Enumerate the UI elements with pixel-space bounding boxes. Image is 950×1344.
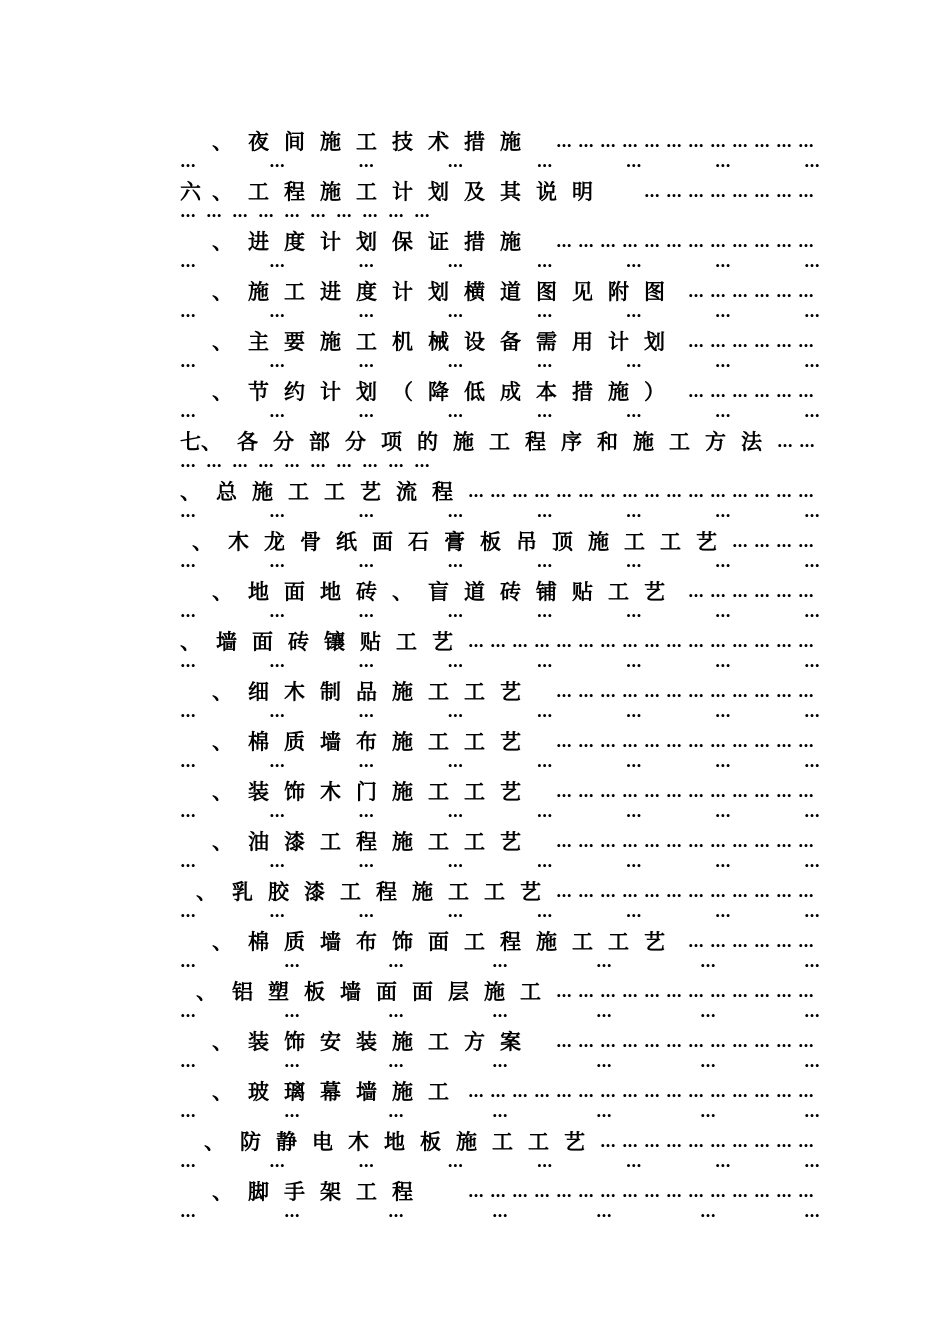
toc-dot-leader: ……………… xyxy=(688,931,820,951)
toc-entry-line xyxy=(180,428,820,454)
toc-dot-leader-segment: … xyxy=(447,1152,464,1171)
toc-dot-leader-segment: … xyxy=(714,1152,731,1171)
toc-dot-leader: ……………… xyxy=(688,331,820,351)
toc-entry-title: 、棉质墙布施工工艺 xyxy=(212,729,536,754)
toc-dot-leader-segment: … xyxy=(388,1202,404,1221)
toc-entry-line xyxy=(180,1078,820,1104)
toc-dot-leader-segment: … xyxy=(180,902,196,921)
toc-dot-leader-segment: … xyxy=(492,1052,508,1071)
toc-dot-leader-segment: … xyxy=(625,902,642,921)
toc-entry-line xyxy=(180,928,820,954)
toc-entry[interactable] xyxy=(180,1070,820,1120)
toc-dot-leader-segment: … xyxy=(492,1002,508,1021)
toc-dot-leader-segment: … xyxy=(536,1152,553,1171)
toc-entry-title: 、铝塑板墙面面层施工 xyxy=(196,979,556,1004)
toc-dot-leader-segment: … xyxy=(447,552,464,571)
toc-dot-leader-segment: … xyxy=(492,952,508,971)
toc-dot-leader-segment: … xyxy=(447,402,464,421)
toc-dot-leader-segment: … xyxy=(358,302,375,321)
toc-dot-leader: …… xyxy=(777,431,821,451)
toc-dot-leader-segment: … xyxy=(625,302,642,321)
toc-entry-title: 、油漆工程施工工艺 xyxy=(212,829,536,854)
toc-dot-leader-segment: … xyxy=(536,252,553,271)
toc-dot-leader-segment: … xyxy=(284,452,300,471)
toc-dot-leader-segment: … xyxy=(492,1202,508,1221)
toc-dot-leader: ……………………………… xyxy=(556,681,820,701)
toc-dot-leader-segment: … xyxy=(447,802,464,821)
toc-dot-leader-segment: … xyxy=(714,552,731,571)
toc-entry-title: 、各分部分项的施工程序和施工方法 xyxy=(201,429,777,454)
toc-entry-number: 七 xyxy=(180,429,201,454)
toc-entry-line xyxy=(180,1028,820,1054)
toc-dot-leader-segment: … xyxy=(625,752,642,771)
toc-dot-leader-segment: … xyxy=(625,352,642,371)
toc-dot-leader-segment: … xyxy=(388,1002,404,1021)
toc-dot-leader-segment: … xyxy=(803,652,820,671)
toc-dot-leader-segment: … xyxy=(180,952,196,971)
toc-dot-leader-segment: … xyxy=(180,1202,196,1221)
toc-dot-leader-segment: … xyxy=(284,1002,300,1021)
toc-dot-leader-continuation xyxy=(180,852,820,870)
toc-dot-leader: ………………………………………… xyxy=(468,631,820,651)
toc-dot-leader-segment: … xyxy=(284,952,300,971)
toc-dot-leader-segment: … xyxy=(803,252,820,271)
toc-dot-leader-segment: … xyxy=(714,802,731,821)
toc-dot-leader-segment: … xyxy=(447,702,464,721)
toc-dot-leader-segment: … xyxy=(269,152,286,171)
toc-dot-leader-segment: … xyxy=(180,1002,196,1021)
toc-dot-leader-segment: … xyxy=(180,1102,196,1121)
toc-dot-leader-segment: … xyxy=(536,852,553,871)
toc-dot-leader-segment: … xyxy=(803,302,820,321)
toc-dot-leader-segment: … xyxy=(714,302,731,321)
toc-dot-leader-segment: … xyxy=(269,552,286,571)
toc-dot-leader-segment: … xyxy=(180,852,196,871)
toc-dot-leader-segment: … xyxy=(362,452,378,471)
toc-dot-leader-segment: … xyxy=(388,1102,404,1121)
toc-dot-leader-segment: … xyxy=(625,852,642,871)
toc-dot-leader: ………………………………………… xyxy=(468,1081,820,1101)
toc-dot-leader-continuation xyxy=(180,652,820,670)
toc-dot-leader-segment: … xyxy=(180,752,196,771)
toc-dot-leader-segment: … xyxy=(447,302,464,321)
toc-dot-leader-segment: … xyxy=(414,452,430,471)
toc-dot-leader-segment: … xyxy=(536,702,553,721)
toc-entry-title: 、地面地砖、盲道砖铺贴工艺 xyxy=(212,579,680,604)
toc-entry-title: 、防静电木地板施工工艺 xyxy=(204,1129,600,1154)
toc-dot-leader: ………………………… xyxy=(600,1131,820,1151)
toc-dot-leader-segment: … xyxy=(625,252,642,271)
toc-dot-leader-continuation xyxy=(180,552,820,570)
toc-dot-leader: ……………… xyxy=(688,381,820,401)
toc-dot-leader-segment: … xyxy=(358,352,375,371)
toc-dot-leader-segment: … xyxy=(310,202,326,221)
toc-entry-title: 、施工进度计划横道图见附图 xyxy=(212,279,680,304)
toc-dot-leader-continuation xyxy=(180,502,820,520)
toc-dot-leader-segment: … xyxy=(714,152,731,171)
toc-entry[interactable] xyxy=(180,170,820,220)
toc-dot-leader: ………… xyxy=(732,531,820,551)
toc-entry-line xyxy=(180,828,820,854)
toc-entry-title: 、脚手架工程 xyxy=(212,1179,428,1204)
toc-dot-leader-segment: … xyxy=(358,252,375,271)
toc-dot-leader-segment: … xyxy=(447,602,464,621)
toc-dot-leader: ………………………………………… xyxy=(468,1181,820,1201)
toc-dot-leader-segment: … xyxy=(625,552,642,571)
toc-dot-leader-segment: … xyxy=(803,602,820,621)
toc-dot-leader-segment: … xyxy=(180,552,196,571)
toc-dot-leader-segment: … xyxy=(714,602,731,621)
toc-entry[interactable] xyxy=(180,520,820,570)
toc-dot-leader-segment: … xyxy=(536,352,553,371)
toc-dot-leader-segment: … xyxy=(388,452,404,471)
toc-dot-leader-segment: … xyxy=(447,652,464,671)
toc-dot-leader-segment: … xyxy=(180,802,196,821)
toc-dot-leader-continuation xyxy=(180,702,820,720)
toc-entry-line xyxy=(180,478,820,504)
toc-dot-leader-segment: … xyxy=(714,402,731,421)
toc-dot-leader-segment: … xyxy=(714,502,731,521)
toc-entry[interactable] xyxy=(180,420,820,470)
toc-entry-title: 、棉质墙布饰面工程施工工艺 xyxy=(212,929,680,954)
toc-dot-leader-segment: … xyxy=(258,202,274,221)
toc-entry[interactable] xyxy=(180,620,820,670)
toc-entry-title: 、装饰木门施工工艺 xyxy=(212,779,536,804)
toc-dot-leader-segment: … xyxy=(180,502,196,521)
toc-dot-leader-continuation xyxy=(180,152,820,170)
toc-entry[interactable] xyxy=(180,920,820,970)
toc-dot-leader-continuation xyxy=(180,252,820,270)
toc-dot-leader-segment: … xyxy=(536,152,553,171)
toc-dot-leader-segment: … xyxy=(269,802,286,821)
toc-dot-leader-segment: … xyxy=(804,1102,820,1121)
toc-dot-leader-segment: … xyxy=(625,152,642,171)
toc-dot-leader: ……………………………… xyxy=(556,781,820,801)
toc-dot-leader-segment: … xyxy=(803,552,820,571)
toc-dot-leader-segment: … xyxy=(625,402,642,421)
toc-dot-leader-segment: … xyxy=(180,302,196,321)
toc-dot-leader-segment: … xyxy=(803,802,820,821)
toc-dot-leader-segment: … xyxy=(536,802,553,821)
toc-dot-leader-segment: … xyxy=(803,352,820,371)
toc-dot-leader-segment: … xyxy=(625,802,642,821)
toc-dot-leader: ……………………………… xyxy=(556,231,820,251)
toc-dot-leader-continuation xyxy=(180,1202,820,1220)
toc-dot-leader-segment: … xyxy=(358,802,375,821)
toc-dot-leader-segment: … xyxy=(180,602,196,621)
toc-dot-leader-segment: … xyxy=(284,202,300,221)
toc-dot-leader-segment: … xyxy=(269,902,286,921)
toc-entry-title: 、主要施工机械设备需用计划 xyxy=(212,329,680,354)
toc-entry-title: 、木龙骨纸面石膏板吊顶施工工艺 xyxy=(192,529,732,554)
toc-dot-leader-segment: … xyxy=(269,1152,286,1171)
toc-dot-leader-segment: … xyxy=(447,152,464,171)
toc-dot-leader-segment: … xyxy=(700,1102,716,1121)
toc-dot-leader-segment: … xyxy=(492,1102,508,1121)
toc-dot-leader-segment: … xyxy=(536,652,553,671)
toc-dot-leader-segment: … xyxy=(269,752,286,771)
toc-dot-leader-continuation xyxy=(180,452,820,470)
toc-dot-leader-segment: … xyxy=(358,602,375,621)
toc-dot-leader-continuation xyxy=(180,802,820,820)
toc-dot-leader-segment: … xyxy=(180,152,196,171)
toc-entry-line xyxy=(180,778,820,804)
toc-dot-leader-segment: … xyxy=(447,902,464,921)
toc-dot-leader-segment: … xyxy=(447,352,464,371)
toc-entry-line xyxy=(180,628,820,654)
toc-dot-leader-segment: … xyxy=(269,302,286,321)
toc-dot-leader-segment: … xyxy=(358,152,375,171)
toc-dot-leader-segment: … xyxy=(206,452,222,471)
toc-dot-leader-segment: … xyxy=(625,502,642,521)
toc-dot-leader-continuation xyxy=(180,602,820,620)
toc-entry-title: 、装饰安装施工方案 xyxy=(212,1029,536,1054)
toc-entry-title: 、墙面砖镶贴工艺 xyxy=(180,629,468,654)
toc-entry-line xyxy=(180,1178,820,1204)
toc-dot-leader-segment: … xyxy=(804,1052,820,1071)
toc-dot-leader-segment: … xyxy=(269,502,286,521)
toc-dot-leader-segment: … xyxy=(714,252,731,271)
toc-dot-leader-segment: … xyxy=(358,902,375,921)
toc-entry-line xyxy=(180,378,820,404)
toc-dot-leader-continuation xyxy=(180,902,820,920)
toc-dot-leader: ……………… xyxy=(688,581,820,601)
toc-dot-leader-segment: … xyxy=(803,852,820,871)
toc-entry-title: 、节约计划（降低成本措施） xyxy=(212,379,680,404)
toc-entry[interactable] xyxy=(180,870,820,920)
toc-dot-leader-segment: … xyxy=(536,302,553,321)
toc-dot-leader-segment: … xyxy=(536,552,553,571)
toc-dot-leader-segment: … xyxy=(625,602,642,621)
toc-dot-leader-segment: … xyxy=(180,252,196,271)
toc-dot-leader-segment: … xyxy=(358,552,375,571)
toc-dot-leader-segment: … xyxy=(536,752,553,771)
toc-entry-line xyxy=(180,678,820,704)
toc-entry[interactable] xyxy=(180,670,820,720)
toc-dot-leader: ……………………………… xyxy=(556,131,820,151)
toc-entry-title: 、乳胶漆工程施工工艺 xyxy=(196,879,556,904)
toc-dot-leader-segment: … xyxy=(388,1052,404,1071)
toc-dot-leader-segment: … xyxy=(625,1152,642,1171)
toc-dot-leader-segment: … xyxy=(714,652,731,671)
toc-dot-leader-continuation xyxy=(180,302,820,320)
toc-dot-leader-segment: … xyxy=(803,1152,820,1171)
toc-entry-title: 、进度计划保证措施 xyxy=(212,229,536,254)
toc-entry-line xyxy=(180,878,820,904)
toc-dot-leader-continuation xyxy=(180,1002,820,1020)
toc-entry-line xyxy=(180,128,820,154)
toc-dot-leader-segment: … xyxy=(206,202,222,221)
toc-dot-leader-segment: … xyxy=(447,502,464,521)
toc-dot-leader-continuation xyxy=(180,202,820,220)
toc-dot-leader-segment: … xyxy=(714,352,731,371)
toc-dot-leader-segment: … xyxy=(804,1202,820,1221)
toc-dot-leader-continuation xyxy=(180,952,820,970)
toc-entry-line xyxy=(180,528,820,554)
toc-dot-leader-segment: … xyxy=(700,952,716,971)
toc-dot-leader-segment: … xyxy=(804,952,820,971)
toc-dot-leader-segment: … xyxy=(180,452,196,471)
toc-dot-leader-continuation xyxy=(180,1102,820,1120)
toc-dot-leader-continuation xyxy=(180,1052,820,1070)
toc-entry[interactable] xyxy=(180,720,820,770)
toc-dot-leader-segment: … xyxy=(804,1002,820,1021)
toc-dot-leader-segment: … xyxy=(284,1102,300,1121)
toc-entry[interactable] xyxy=(180,770,820,820)
toc-dot-leader-segment: … xyxy=(714,752,731,771)
toc-dot-leader-segment: … xyxy=(336,452,352,471)
toc-dot-leader-segment: … xyxy=(596,1102,612,1121)
toc-dot-leader-segment: … xyxy=(388,952,404,971)
toc-dot-leader-continuation xyxy=(180,1152,820,1170)
toc-dot-leader-segment: … xyxy=(596,1052,612,1071)
toc-entry-title: 、细木制品施工工艺 xyxy=(212,679,536,704)
toc-entry-line xyxy=(180,228,820,254)
toc-dot-leader-segment: … xyxy=(625,702,642,721)
toc-dot-leader-segment: … xyxy=(232,202,248,221)
toc-dot-leader-segment: … xyxy=(700,1052,716,1071)
toc-dot-leader-segment: … xyxy=(358,852,375,871)
toc-entry-line xyxy=(180,278,820,304)
toc-dot-leader: ……………… xyxy=(688,281,820,301)
toc-dot-leader-segment: … xyxy=(714,702,731,721)
toc-dot-leader-segment: … xyxy=(180,402,196,421)
toc-dot-leader-segment: … xyxy=(180,352,196,371)
toc-entry-line xyxy=(180,978,820,1004)
toc-entry-line xyxy=(180,1128,820,1154)
toc-dot-leader-segment: … xyxy=(803,502,820,521)
toc-dot-leader: ……………………………… xyxy=(556,831,820,851)
toc-dot-leader-segment: … xyxy=(803,902,820,921)
toc-dot-leader-segment: … xyxy=(358,402,375,421)
toc-entry[interactable] xyxy=(180,820,820,870)
toc-entry-line xyxy=(180,178,820,204)
toc-entry[interactable] xyxy=(180,320,820,370)
toc-dot-leader-segment: … xyxy=(596,1202,612,1221)
toc-entry-line xyxy=(180,728,820,754)
toc-dot-leader-segment: … xyxy=(232,452,248,471)
toc-dot-leader: ……………………………… xyxy=(556,1031,820,1051)
toc-dot-leader-segment: … xyxy=(284,1202,300,1221)
toc-dot-leader-segment: … xyxy=(269,602,286,621)
toc-dot-leader-segment: … xyxy=(269,402,286,421)
toc-dot-leader: …………………… xyxy=(644,181,820,201)
toc-dot-leader-segment: … xyxy=(180,652,196,671)
toc-entry[interactable] xyxy=(180,1020,820,1070)
toc-entry[interactable] xyxy=(180,570,820,620)
toc-entry-number: 六 xyxy=(180,179,201,204)
toc-entry-title: 、工程施工计划及其说明 xyxy=(212,179,608,204)
toc-dot-leader-segment: … xyxy=(284,1052,300,1071)
toc-dot-leader-segment: … xyxy=(358,1152,375,1171)
toc-dot-leader-segment: … xyxy=(596,1002,612,1021)
toc-dot-leader-continuation xyxy=(180,352,820,370)
toc-dot-leader-segment: … xyxy=(447,252,464,271)
toc-dot-leader-segment: … xyxy=(803,752,820,771)
toc-entry[interactable] xyxy=(180,220,820,270)
toc-entry[interactable] xyxy=(180,1170,820,1220)
toc-dot-leader: ……………………………… xyxy=(556,881,820,901)
toc-entry-line xyxy=(180,578,820,604)
toc-entry[interactable] xyxy=(180,120,820,170)
toc-dot-leader-segment: … xyxy=(269,852,286,871)
toc-entry-title: 、玻璃幕墙施工 xyxy=(212,1079,464,1104)
toc-dot-leader-segment: … xyxy=(714,852,731,871)
toc-dot-leader-segment: … xyxy=(269,352,286,371)
toc-entry[interactable] xyxy=(180,1120,820,1170)
toc-entry-line xyxy=(180,328,820,354)
toc-entry-title: 、总施工工艺流程 xyxy=(180,479,468,504)
toc-dot-leader: ……………………………… xyxy=(556,731,820,751)
toc-dot-leader-segment: … xyxy=(180,1052,196,1071)
toc-dot-leader-segment: … xyxy=(803,402,820,421)
toc-dot-leader: ……………………………… xyxy=(556,981,820,1001)
toc-dot-leader-segment: … xyxy=(803,702,820,721)
toc-dot-leader-segment: … xyxy=(358,652,375,671)
toc-dot-leader-segment: … xyxy=(536,402,553,421)
toc-dot-leader-segment: … xyxy=(336,202,352,221)
toc-dot-leader-segment: … xyxy=(388,202,404,221)
toc-dot-leader-segment: … xyxy=(180,202,196,221)
toc-dot-leader-segment: … xyxy=(414,202,430,221)
toc-dot-leader-segment: … xyxy=(536,602,553,621)
toc-dot-leader-segment: … xyxy=(358,502,375,521)
toc-dot-leader-continuation xyxy=(180,752,820,770)
toc-dot-leader-segment: … xyxy=(269,252,286,271)
toc-dot-leader-segment: … xyxy=(714,902,731,921)
toc-dot-leader-segment: … xyxy=(358,752,375,771)
toc-dot-leader-segment: … xyxy=(310,452,326,471)
toc-entry-title: 、夜间施工技术措施 xyxy=(212,129,536,154)
toc-dot-leader-segment: … xyxy=(803,152,820,171)
toc-dot-leader-segment: … xyxy=(269,652,286,671)
toc-dot-leader-segment: … xyxy=(358,702,375,721)
toc-dot-leader: ………………………………………… xyxy=(468,481,820,501)
toc-dot-leader-segment: … xyxy=(700,1202,716,1221)
toc-entry[interactable] xyxy=(180,970,820,1020)
toc-dot-leader-segment: … xyxy=(700,1002,716,1021)
toc-dot-leader-segment: … xyxy=(536,502,553,521)
table-of-contents xyxy=(180,120,820,1220)
toc-dot-leader-segment: … xyxy=(180,702,196,721)
toc-dot-leader-segment: … xyxy=(625,652,642,671)
toc-dot-leader-segment: … xyxy=(362,202,378,221)
toc-entry[interactable] xyxy=(180,470,820,520)
toc-dot-leader-continuation xyxy=(180,402,820,420)
toc-dot-leader-segment: … xyxy=(536,902,553,921)
toc-dot-leader-segment: … xyxy=(447,752,464,771)
toc-entry[interactable] xyxy=(180,370,820,420)
toc-dot-leader-segment: … xyxy=(447,852,464,871)
toc-dot-leader-segment: … xyxy=(258,452,274,471)
toc-dot-leader-segment: … xyxy=(596,952,612,971)
toc-dot-leader-segment: … xyxy=(180,1152,196,1171)
toc-dot-leader-segment: … xyxy=(269,702,286,721)
toc-entry[interactable] xyxy=(180,270,820,320)
